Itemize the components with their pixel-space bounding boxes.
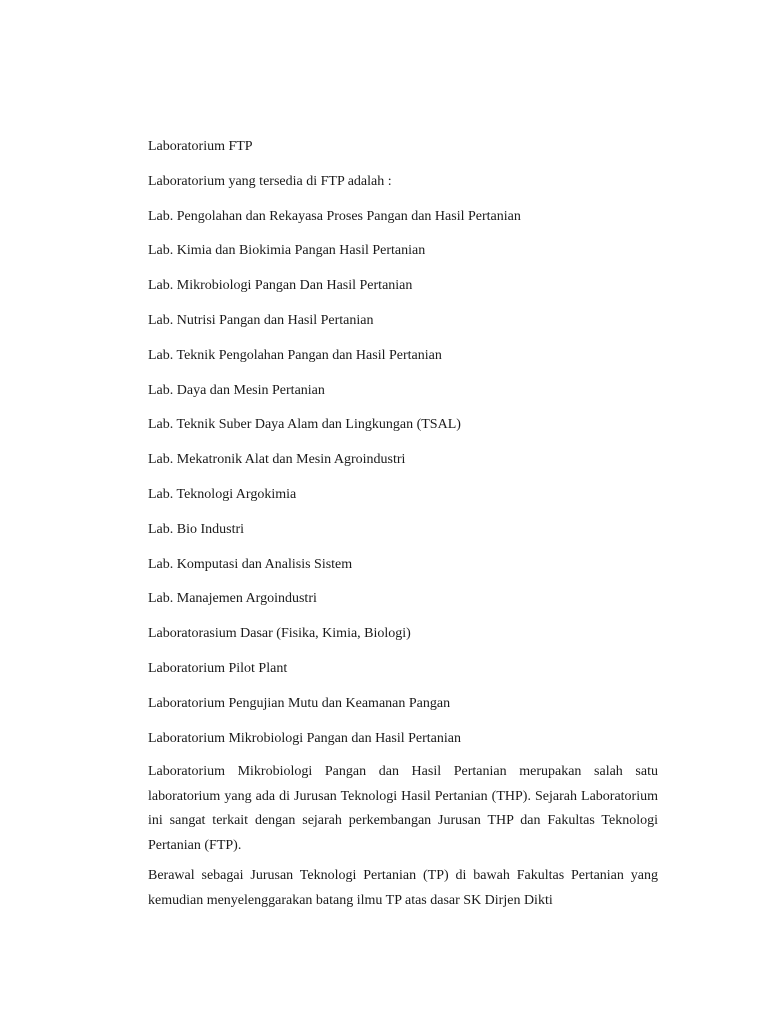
- lab-list-item: Laboratorium Pilot Plant: [148, 660, 288, 676]
- lab-list-item: Laboratorium Pengujian Mutu dan Keamanan Pangan: [148, 695, 451, 711]
- document-body: [148, 138, 658, 923]
- lab-list-item: Lab. Teknologi Argokimia: [148, 486, 297, 502]
- body-paragraph: Berawal sebagai Jurusan Teknologi Pertanian (TP) di bawah Fakultas Pertanian yang kemudian menyelenggarakan batang ilmu TP atas dasar SK Dirjen Dikti: [148, 868, 658, 908]
- lab-list-item: Lab. Mekatronik Alat dan Mesin Agroindustri: [148, 452, 406, 468]
- intro-line: Laboratorium yang tersedia di FTP adalah :: [148, 173, 392, 189]
- lab-list-item: Lab. Mikrobiologi Pangan Dan Hasil Pertanian: [148, 278, 413, 294]
- lab-list-item: Lab. Daya dan Mesin Pertanian: [148, 382, 325, 398]
- lab-list-item: Laboratorasium Dasar (Fisika, Kimia, Biologi): [148, 626, 411, 642]
- body-paragraph: Laboratorium Mikrobiologi Pangan dan Hasil Pertanian merupakan salah satu laboratorium yang ada di Jurusan Teknologi Hasil Pertanian (THP). Sejarah Laboratorium ini sangat terkait dengan sejarah perkembangan Jurusan THP dan Fakultas Teknologi Pertanian (FTP).: [148, 764, 658, 853]
- lab-list-item: Laboratorium Mikrobiologi Pangan dan Hasil Pertanian: [148, 730, 461, 746]
- lab-list-item: Lab. Kimia dan Biokimia Pangan Hasil Pertanian: [148, 243, 426, 259]
- lab-list-item: Lab. Pengolahan dan Rekayasa Proses Pangan dan Hasil Pertanian: [148, 208, 521, 224]
- lab-list-item: Lab. Teknik Pengolahan Pangan dan Hasil Pertanian: [148, 347, 442, 363]
- lab-list-item: Lab. Bio Industri: [148, 521, 245, 537]
- lab-list-item: Lab. Komputasi dan Analisis Sistem: [148, 556, 353, 572]
- document-heading: Laboratorium FTP: [148, 139, 253, 154]
- lab-list-item: Lab. Teknik Suber Daya Alam dan Lingkungan (TSAL): [148, 417, 461, 433]
- lab-list-item: Lab. Nutrisi Pangan dan Hasil Pertanian: [148, 312, 374, 328]
- lab-list-item: Lab. Manajemen Argoindustri: [148, 591, 317, 607]
